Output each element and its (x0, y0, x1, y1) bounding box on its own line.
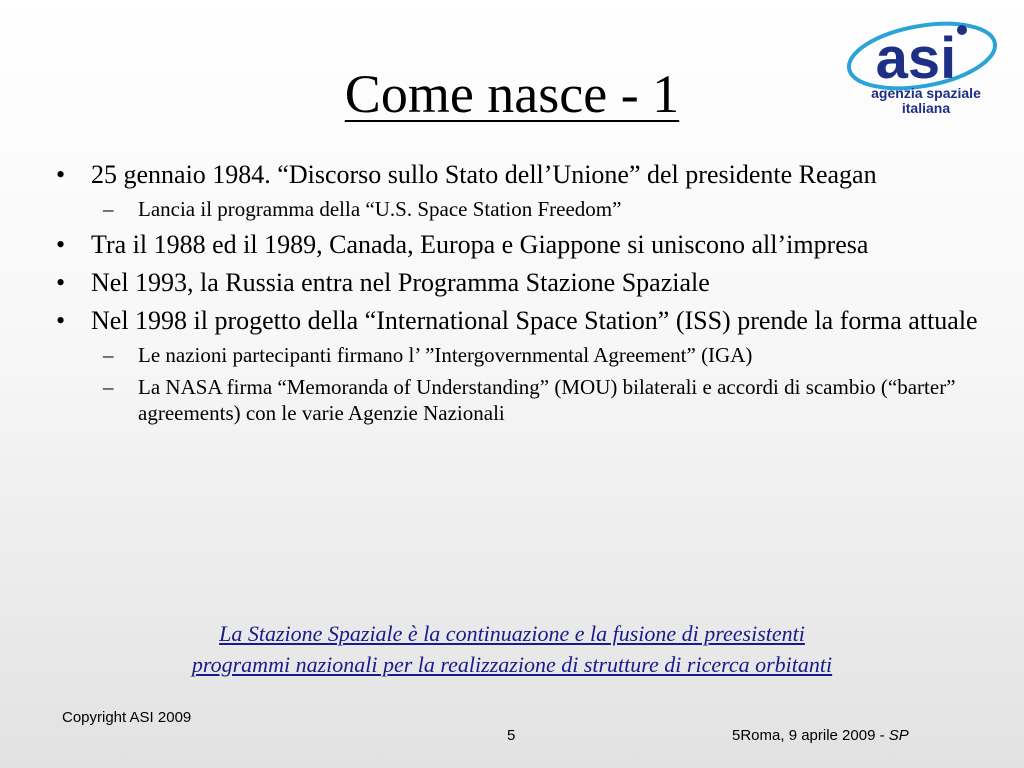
sub-bullet-marker: – (103, 197, 114, 221)
footer-page-number: 5 (507, 727, 516, 744)
sub-bullet-text: Le nazioni partecipanti firmano l’ ”Intergovernmental Agreement” (IGA) (138, 343, 753, 367)
logo-letters: asi (875, 26, 957, 91)
bullet-text: 25 gennaio 1984. “Discorso sullo Stato dell’Unione” del presidente Reagan (91, 160, 877, 189)
sub-bullet-item (56, 374, 986, 426)
footer-date-text: 5Roma, 9 aprile 2009 - (732, 727, 889, 744)
sub-bullet-item (56, 342, 986, 368)
sub-bullet-marker: – (103, 343, 114, 367)
sub-bullet-text: La NASA firma “Memoranda of Understanding” (MOU) bilaterali e accordi di scambio (“barter” agreements) con le varie Agenzie Nazionali (138, 375, 956, 425)
asi-logo (842, 14, 1002, 124)
bullet-marker: • (56, 306, 66, 335)
bullet-marker: • (56, 268, 66, 297)
sub-bullet-item (56, 196, 986, 222)
bullet-item (56, 230, 986, 260)
bullet-item (56, 306, 986, 336)
summary-note-line2: programmi nazionali per la realizzazione di strutture di ricerca orbitanti (191, 652, 833, 677)
bullet-list (56, 160, 986, 434)
bullet-text: Tra il 1988 ed il 1989, Canada, Europa e Giappone si uniscono all’impresa (91, 230, 869, 259)
bullet-item (56, 268, 986, 298)
footer-date (732, 727, 909, 744)
summary-note (0, 618, 1024, 680)
bullet-marker: • (56, 230, 66, 259)
logo-caption-line1: agenzia spaziale (871, 85, 981, 101)
slide-title-text: Come nasce - 1 (344, 64, 680, 124)
bullet-marker: • (56, 160, 66, 189)
bullet-text: Nel 1998 il progetto della “International Space Station” (ISS) prende la forma attuale (91, 306, 978, 335)
bullet-text: Nel 1993, la Russia entra nel Programma Stazione Spaziale (91, 268, 710, 297)
bullet-item (56, 160, 986, 190)
sub-bullet-marker: – (103, 375, 114, 399)
footer-copyright: Copyright ASI 2009 (62, 709, 192, 726)
logo-caption-line2: italiana (901, 100, 951, 116)
footer-author: SP (888, 727, 909, 744)
summary-note-line1: La Stazione Spaziale è la continuazione e la fusione di preesistenti (219, 621, 805, 646)
sub-bullet-text: Lancia il programma della “U.S. Space Station Freedom” (138, 197, 622, 221)
